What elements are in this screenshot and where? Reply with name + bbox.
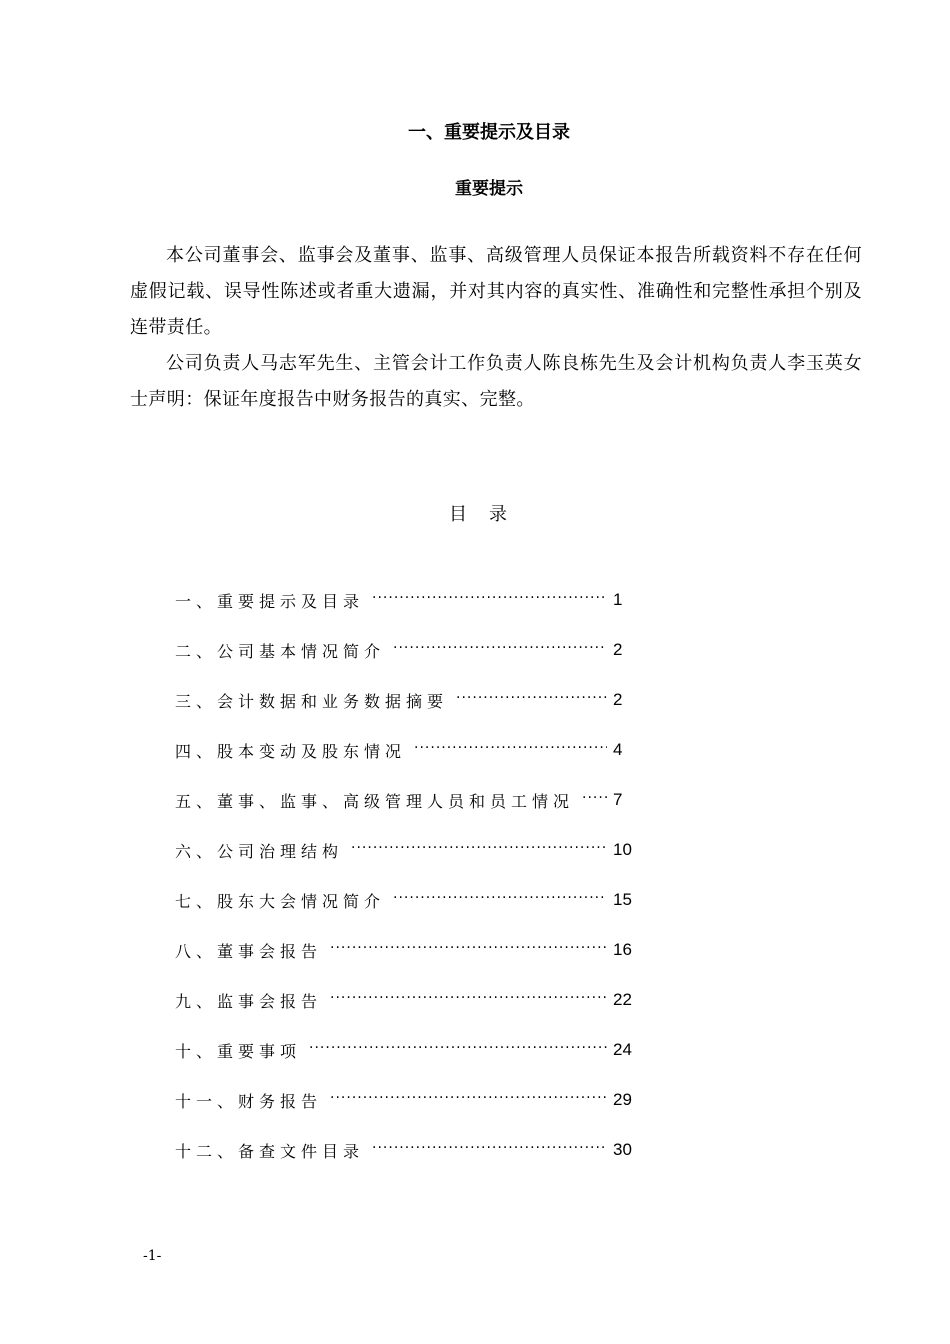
toc-entry[interactable] (175, 1075, 635, 1125)
toc-entry-page: 24 (613, 1040, 632, 1059)
toc-leader-dots (372, 1140, 607, 1156)
toc-entry-page: 2 (613, 640, 623, 659)
toc-entry[interactable] (175, 925, 635, 975)
section-title: 一、重要提示及目录 (408, 122, 570, 143)
toc-leader-dots (372, 590, 607, 606)
toc-entry-label: 四、股本变动及股东情况 (175, 741, 407, 761)
toc-entry[interactable] (175, 1025, 635, 1075)
toc-title: 目录 (449, 504, 529, 525)
toc-entry-label: 五、董事、监事、高级管理人员和员工情况 (175, 791, 575, 811)
toc-leader-dots (351, 840, 607, 856)
toc-entry-label: 九、监事会报告 (175, 991, 323, 1011)
toc-entry-label: 六、公司治理结构 (175, 841, 344, 861)
toc-leader-dots (330, 990, 607, 1006)
toc-entry-label: 十一、财务报告 (175, 1091, 323, 1111)
toc-leader-dots (393, 890, 607, 906)
toc-entry[interactable] (175, 875, 635, 925)
toc-entry-page: 2 (613, 690, 623, 709)
page-number: -1- (143, 1248, 162, 1264)
toc-leader-dots (309, 1040, 607, 1056)
toc-entry-page: 4 (613, 740, 623, 759)
notice-paragraph-2: 公司负责人马志军先生、主管会计工作负责人陈良栋先生及会计机构负责人李玉英女士声明：保证年度报告中财务报告的真实、完整。 (130, 353, 862, 410)
toc-leader-dots (414, 740, 607, 756)
toc-entry-label: 十、重要事项 (175, 1041, 302, 1061)
toc-entry[interactable] (175, 575, 635, 625)
toc-leader-dots (330, 1090, 607, 1106)
toc-leader-dots (456, 690, 607, 706)
toc-entry-page: 15 (613, 890, 632, 909)
toc-entry[interactable] (175, 675, 635, 725)
important-notice-title: 重要提示 (455, 179, 523, 199)
table-of-contents (175, 575, 635, 1175)
toc-entry[interactable] (175, 775, 635, 825)
toc-entry-label: 十二、备查文件目录 (175, 1141, 365, 1161)
toc-entry-page: 1 (613, 590, 623, 609)
toc-entry-label: 三、会计数据和业务数据摘要 (175, 691, 449, 711)
toc-entry-page: 7 (613, 790, 623, 809)
toc-entry-label: 二、公司基本情况简介 (175, 641, 386, 661)
toc-entry-label: 七、股东大会情况简介 (175, 891, 386, 911)
toc-entry[interactable] (175, 625, 635, 675)
toc-entry-label: 八、董事会报告 (175, 941, 323, 961)
toc-entry[interactable] (175, 725, 635, 775)
toc-entry-label: 一、重要提示及目录 (175, 591, 365, 611)
toc-entry-page: 10 (613, 840, 632, 859)
notice-paragraph-1: 本公司董事会、监事会及董事、监事、高级管理人员保证本报告所载资料不存在任何虚假记载、误导性陈述或者重大遗漏，并对其内容的真实性、准确性和完整性承担个别及连带责任。 (130, 245, 862, 338)
toc-entry[interactable] (175, 975, 635, 1025)
toc-entry-page: 30 (613, 1140, 632, 1159)
toc-entry-page: 29 (613, 1090, 632, 1109)
toc-leader-dots (330, 940, 607, 956)
toc-leader-dots (393, 640, 607, 656)
toc-entry-page: 22 (613, 990, 632, 1009)
toc-entry[interactable] (175, 1125, 635, 1175)
toc-entry[interactable] (175, 825, 635, 875)
toc-entry-page: 16 (613, 940, 632, 959)
toc-leader-dots (582, 790, 607, 806)
